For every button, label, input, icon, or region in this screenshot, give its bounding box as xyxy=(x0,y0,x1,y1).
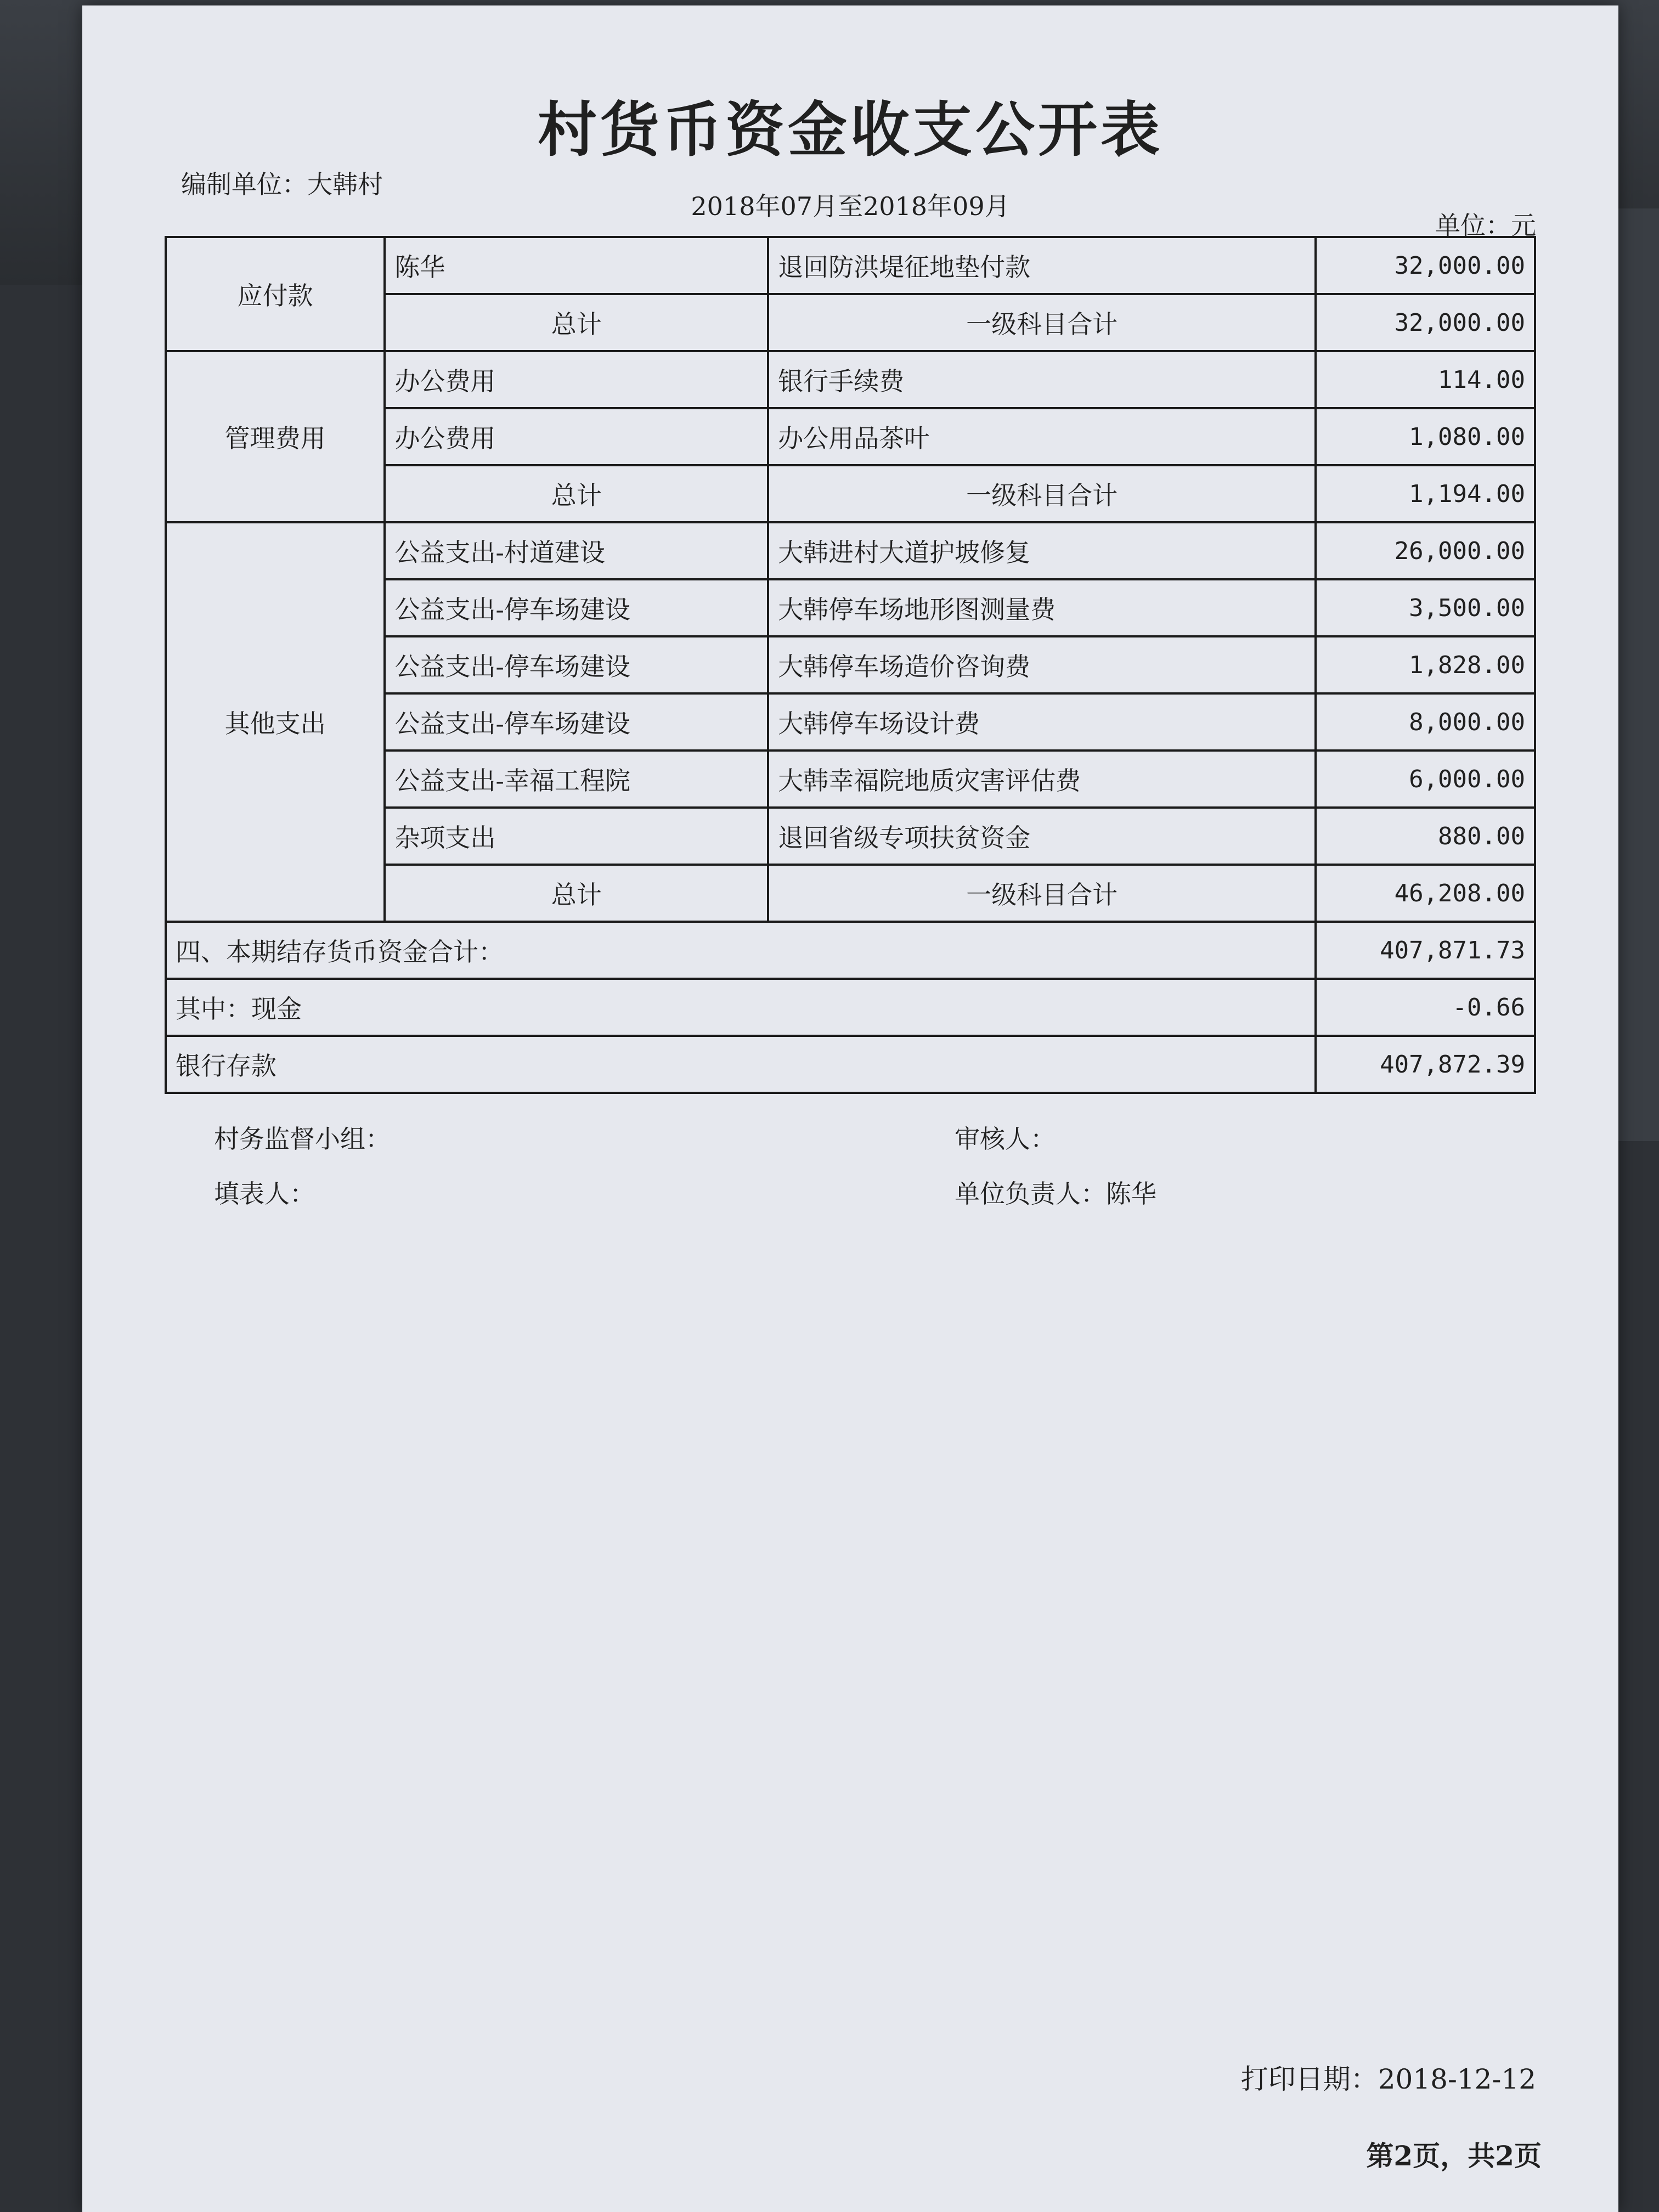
amount-cell: 3,500.00 xyxy=(1316,579,1535,636)
subject-cell: 杂项支出 xyxy=(385,808,768,865)
amount-cell: 1,828.00 xyxy=(1316,636,1535,693)
subject-cell: 办公费用 xyxy=(385,408,768,465)
description-cell: 退回省级专项扶贫资金 xyxy=(768,808,1316,865)
summary-label: 四、本期结存货币资金合计： xyxy=(166,922,1316,979)
category-cell: 管理费用 xyxy=(166,351,385,522)
subject-cell: 公益支出-幸福工程院 xyxy=(385,751,768,808)
total-label: 总计 xyxy=(385,865,768,922)
ledger-table xyxy=(165,236,1536,1094)
amount-cell: 1,080.00 xyxy=(1316,408,1535,465)
category-cell: 其他支出 xyxy=(166,522,385,922)
summary-label: 银行存款 xyxy=(166,1036,1316,1093)
table-row xyxy=(166,522,1535,579)
total-amount: 1,194.00 xyxy=(1316,465,1535,522)
amount-cell: 880.00 xyxy=(1316,808,1535,865)
subject-cell: 公益支出-村道建设 xyxy=(385,522,768,579)
description-cell: 大韩停车场设计费 xyxy=(768,693,1316,751)
description-cell: 退回防洪堤征地垫付款 xyxy=(768,237,1316,294)
category-cell: 应付款 xyxy=(166,237,385,351)
table-row xyxy=(166,351,1535,408)
description-cell: 大韩停车场造价咨询费 xyxy=(768,636,1316,693)
summary-amount: -0.66 xyxy=(1316,979,1535,1036)
signature-supervision: 村务监督小组： xyxy=(214,1124,391,1154)
summary-row xyxy=(166,1036,1535,1093)
description-cell: 银行手续费 xyxy=(768,351,1316,408)
summary-row xyxy=(166,922,1535,979)
subject-cell: 公益支出-停车场建设 xyxy=(385,579,768,636)
paper-sheet xyxy=(82,5,1618,2212)
amount-cell: 32,000.00 xyxy=(1316,237,1535,294)
subtotal-label: 一级科目合计 xyxy=(768,465,1316,522)
currency-unit: 单位：元 xyxy=(1435,211,1536,240)
subject-cell: 陈华 xyxy=(385,237,768,294)
summary-amount: 407,872.39 xyxy=(1316,1036,1535,1093)
print-date: 打印日期：2018-12-12 xyxy=(1240,2063,1536,2095)
total-amount: 32,000.00 xyxy=(1316,294,1535,351)
total-label: 总计 xyxy=(385,465,768,522)
document-title: 村货币资金收支公开表 xyxy=(537,95,1163,165)
description-cell: 大韩停车场地形图测量费 xyxy=(768,579,1316,636)
summary-row xyxy=(166,979,1535,1036)
signature-head: 单位负责人：陈华 xyxy=(955,1179,1156,1209)
summary-label: 其中：现金 xyxy=(166,979,1316,1036)
description-cell: 大韩进村大道护坡修复 xyxy=(768,522,1316,579)
subtotal-label: 一级科目合计 xyxy=(768,865,1316,922)
signature-reviewer: 审核人： xyxy=(955,1124,1056,1154)
signature-preparer: 填表人： xyxy=(214,1179,315,1209)
summary-amount: 407,871.73 xyxy=(1316,922,1535,979)
total-amount: 46,208.00 xyxy=(1316,865,1535,922)
amount-cell: 26,000.00 xyxy=(1316,522,1535,579)
description-cell: 办公用品茶叶 xyxy=(768,408,1316,465)
total-label: 总计 xyxy=(385,294,768,351)
subject-cell: 公益支出-停车场建设 xyxy=(385,693,768,751)
subtotal-label: 一级科目合计 xyxy=(768,294,1316,351)
compiling-unit: 编制单位：大韩村 xyxy=(181,170,383,199)
page-number: 第2页，共2页 xyxy=(1366,2140,1542,2172)
subject-cell: 公益支出-停车场建设 xyxy=(385,636,768,693)
description-cell: 大韩幸福院地质灾害评估费 xyxy=(768,751,1316,808)
amount-cell: 6,000.00 xyxy=(1316,751,1535,808)
table-row xyxy=(166,237,1535,294)
amount-cell: 8,000.00 xyxy=(1316,693,1535,751)
subject-cell: 办公费用 xyxy=(385,351,768,408)
report-period: 2018年07月至2018年09月 xyxy=(691,191,1010,221)
amount-cell: 114.00 xyxy=(1316,351,1535,408)
